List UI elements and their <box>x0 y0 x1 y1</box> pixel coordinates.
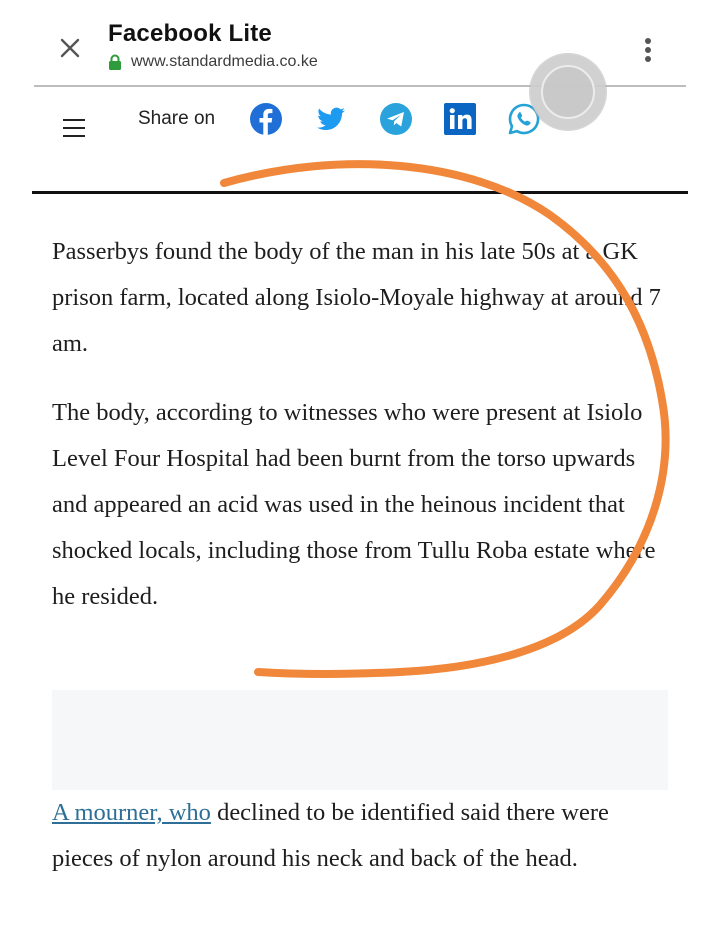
url-row[interactable] <box>108 53 318 71</box>
app-title: Facebook Lite <box>108 20 272 47</box>
share-label: Share on <box>138 108 216 129</box>
header-rule <box>32 191 688 194</box>
article-paragraph: The body, according to witnesses who were present at Isiolo Level Four Hospital had been burnt from the torso upwards and appeared an acid was used in the heinous incident that shocked locals, including those from Tullu Roba estate where he resided. <box>52 399 656 610</box>
share-bar <box>0 88 720 188</box>
touch-indicator <box>530 54 606 130</box>
browser-top-bar <box>0 0 720 86</box>
hamburger-menu-icon[interactable] <box>62 118 86 138</box>
ad-placeholder <box>52 690 668 790</box>
url-text: www.standardmedia.co.ke <box>131 53 318 70</box>
linkedin-icon[interactable] <box>443 102 477 136</box>
paragraph-text: declined to be identified said there were pieces of nylon around his neck and back of the head. <box>52 799 609 872</box>
article-paragraph <box>52 790 672 882</box>
mourner-link[interactable]: A mourner, who <box>52 799 211 826</box>
article-paragraph: Passerbys found the body of the man in his late 50s at a GK prison farm, located along Isiolo-Moyale highway at around 7 am. <box>52 238 661 357</box>
facebook-icon[interactable] <box>249 102 283 136</box>
more-vertical-icon[interactable] <box>636 36 660 64</box>
lock-icon <box>108 54 122 71</box>
close-icon[interactable] <box>56 34 84 62</box>
telegram-icon[interactable] <box>379 102 413 136</box>
twitter-icon[interactable] <box>314 102 348 136</box>
touch-indicator-inner <box>541 65 595 119</box>
